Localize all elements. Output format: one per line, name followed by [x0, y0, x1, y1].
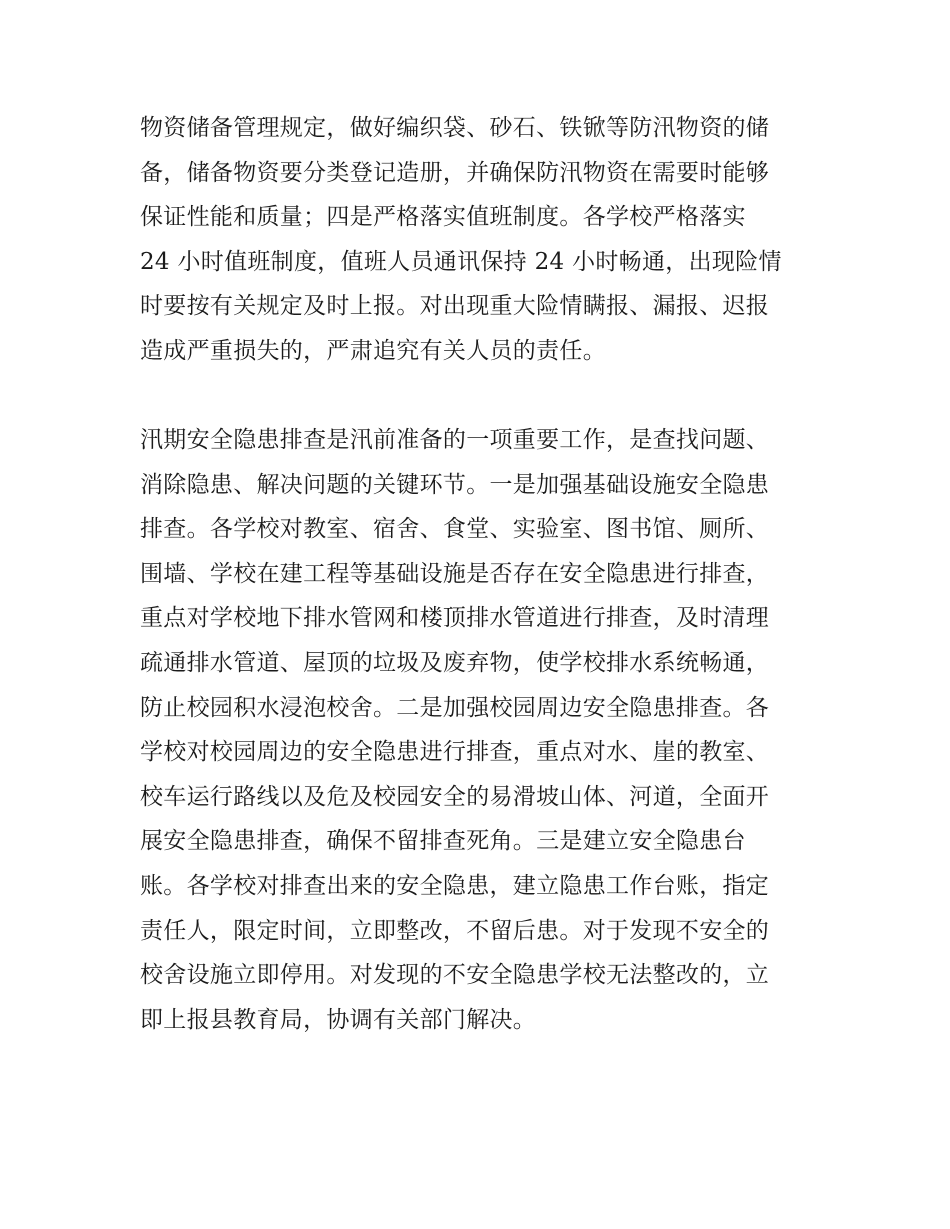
- text-line: 重点对学校地下排水管网和楼顶排水管道进行排查，及时清理: [140, 605, 770, 632]
- text-line: 物资储备管理规定，做好编织袋、砂石、铁锨等防汛物资的储: [140, 115, 770, 141]
- text-line: 学校对校园周边的安全隐患进行排查，重点对水、崖的教室、: [140, 739, 770, 766]
- text-line: 备，储备物资要分类登记造册，并确保防汛物资在需要时能够: [140, 159, 770, 186]
- text-line: 消除隐患、解决问题的关键环节。一是加强基础设施安全隐患: [140, 471, 770, 498]
- text-line: 时要按有关规定及时上报。对出现重大险情瞒报、漏报、迟报: [140, 293, 770, 320]
- text-line: 保证性能和质量；四是严格落实值班制度。各学校严格落实: [140, 204, 746, 231]
- paragraph-1: [140, 106, 830, 374]
- text-line: 校舍设施立即停用。对发现的不安全隐患学校无法整改的，立: [140, 962, 770, 989]
- text-line: 24 小时值班制度，值班人员通讯保持 24 小时畅通，出现险情: [140, 248, 782, 275]
- text-line: 责任人，限定时间，立即整改，不留后患。对于发现不安全的: [140, 917, 770, 944]
- text-line: 展安全隐患排查，确保不留排查死角。三是建立安全隐患台: [140, 828, 746, 855]
- text-line: 汛期安全隐患排查是汛前准备的一项重要工作，是查找问题、: [140, 427, 770, 453]
- text-line: 疏通排水管道、屋顶的垃圾及废弃物，使学校排水系统畅通，: [140, 649, 770, 676]
- text-line: 造成严重损失的，严肃追究有关人员的责任。: [140, 337, 606, 364]
- text-line: 账。各学校对排查出来的安全隐患，建立隐患工作台账，指定: [140, 872, 770, 899]
- text-line: 排查。各学校对教室、宿舍、食堂、实验室、图书馆、厕所、: [140, 516, 770, 543]
- text-line: 防止校园积水浸泡校舍。二是加强校园周边安全隐患排查。各: [140, 694, 770, 721]
- text-line: 即上报县教育局，协调有关部门解决。: [140, 1006, 537, 1033]
- text-line: 校车运行路线以及危及校园安全的易滑坡山体、河道，全面开: [140, 783, 770, 810]
- text-line: 围墙、学校在建工程等基础设施是否存在安全隐患进行排查，: [140, 560, 770, 587]
- paragraph-2: [140, 418, 830, 1042]
